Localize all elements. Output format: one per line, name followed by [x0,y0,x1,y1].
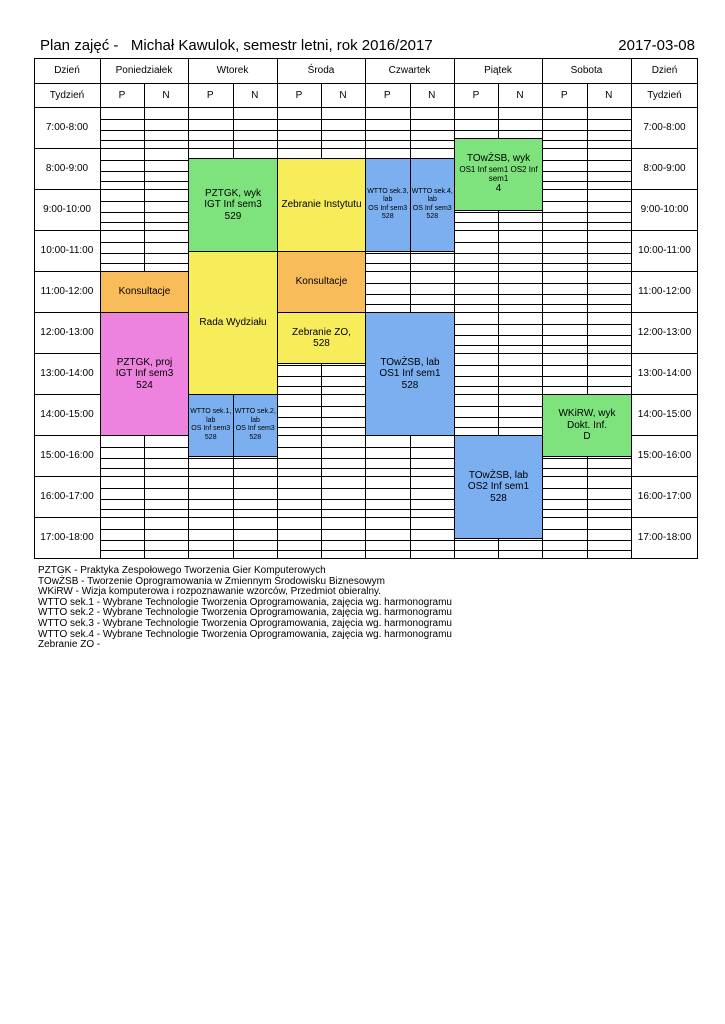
legend-item: WKiRW - Wizja komputerowa i rozpoznawanie wzorców, Przedmiot obieralny. [38,586,382,598]
event-text [199,317,266,329]
event-text [204,188,262,223]
event-line: OS1 Inf sem1 OS2 Inf sem1 [459,164,538,184]
event-block[interactable] [100,312,189,436]
event-line: PZTGK, wyk [204,187,262,199]
event-block[interactable] [410,158,456,251]
event-block[interactable] [188,394,234,457]
header-week-p: P [206,89,214,101]
event-line: TOwŻSB, wyk [466,153,531,165]
header-week-n: N [428,89,436,101]
legend-item: WTTO sek.4 - Wybrane Technologie Tworzenia Oprogramowania, zajęcia wg. harmonogramu [38,628,452,640]
event-line: Rada Wydziału [199,317,267,328]
event-block[interactable] [100,271,189,313]
event-line: 528 [313,338,330,350]
event-line: 528 [204,433,217,441]
grid-line [587,83,588,559]
event-line: OS Inf sem3 [368,204,408,212]
hour-label-right: 7:00-8:00 [643,122,686,133]
event-line: WTTO sek.3, lab [367,188,409,204]
event-block[interactable] [188,158,278,251]
hour-label-right: 14:00-15:00 [637,409,692,420]
event-text [367,188,409,222]
hour-label-left: 13:00-14:00 [40,368,94,379]
event-block[interactable] [277,158,366,251]
header-week-p: P [383,89,391,101]
event-line: Dokt. Inf. [566,419,607,431]
header-day-label-left: Dzień [54,65,80,76]
event-line: 4 [495,183,502,195]
event-line: Konsultacje [295,276,348,287]
event-text [412,188,454,222]
event-block[interactable] [277,312,366,364]
header-week-label-left: Tydzień [49,89,85,101]
event-line: WTTO sek.4, lab [411,188,453,204]
legend-item: PZTGK - Praktyka Zespołowego Tworzenia Gier Komputerowych [38,565,326,576]
event-line: D [583,431,591,442]
plan-date: 2017-03-08 [618,37,695,54]
grid-line [34,58,698,59]
event-block[interactable] [188,251,278,396]
event-line: WTTO sek.1, lab [190,408,232,424]
hour-label-right: 15:00-16:00 [637,450,692,461]
event-line: WKiRW, wyk [558,408,616,419]
event-block[interactable] [277,251,366,314]
event-line: IGT Inf sem3 [204,199,262,211]
grid-line [34,476,698,477]
hour-label-left: 7:00-8:00 [45,122,89,133]
hour-label-left: 14:00-15:00 [40,409,94,420]
event-line: 528 [401,379,419,391]
hour-label-left: 8:00-9:00 [45,163,89,174]
event-text [296,276,348,288]
hour-label-right: 11:00-12:00 [638,286,691,297]
page-title: Plan zajęć - Michał Kawulok, semestr letni, rok 2016/2017 [40,37,433,54]
header-day-3: Środa [307,65,335,76]
event-text [292,327,351,350]
legend-item: WTTO sek.2 - Wybrane Technologie Tworzenia Oprogramowania, zajęcia wg. harmonogramu [38,607,452,619]
event-line: TOwŻSB, lab [468,469,529,481]
event-text [235,408,277,442]
event-text [379,357,440,392]
header-day-2: Wtorek [216,65,249,76]
hour-label-left: 9:00-10:00 [43,204,91,215]
header-week-n: N [339,89,347,101]
event-line: 529 [224,210,242,222]
grid-line [34,58,35,559]
event-block[interactable] [365,158,411,251]
header-week-p: P [560,89,568,101]
event-block[interactable] [365,312,455,436]
header-day-4: Czwartek [388,65,431,76]
hour-label-right: 10:00-11:00 [638,245,691,256]
event-block[interactable] [454,435,543,539]
hour-label-right: 16:00-17:00 [637,491,692,502]
hour-label-right: 17:00-18:00 [637,532,692,543]
grid-line [34,83,698,84]
legend-item: Zebranie ZO - [38,639,101,651]
hour-label-left: 16:00-17:00 [40,491,94,502]
event-text [558,408,615,443]
event-line: WTTO sek.2, lab [234,408,276,424]
event-line: 528 [426,213,439,221]
event-block[interactable] [542,394,632,457]
header-week-n: N [251,89,259,101]
event-line: OS1 Inf sem1 [379,368,441,380]
event-text [456,153,541,194]
header-week-n: N [516,89,524,101]
event-line: OS2 Inf sem1 [467,481,530,492]
event-line: OS Inf sem3 [412,204,452,212]
event-line: IGT Inf sem3 [115,368,174,380]
event-block[interactable] [233,394,279,457]
grid-line [34,107,698,108]
legend-item: WTTO sek.1 - Wybrane Technologie Tworzenia Oprogramowania, zajęcia wg. harmonogramu [38,596,452,608]
event-text [116,357,174,392]
event-text [190,408,232,442]
event-line: Zebranie Instytutu [281,199,362,211]
legend-item: WTTO sek.3 - Wybrane Technologie Tworzenia Oprogramowania, zajęcia wg. harmonogramu [38,617,452,629]
grid-line [34,558,698,559]
event-line: OS Inf sem3 [191,425,231,433]
legend [38,566,452,651]
hour-label-left: 10:00-11:00 [40,245,94,256]
event-line: TOwŻSB, lab [380,356,440,368]
event-line: OS Inf sem3 [235,425,275,433]
header-week-p: P [472,89,480,101]
header-day-label-right: Dzień [651,65,678,76]
hour-label-left: 12:00-13:00 [40,327,94,338]
event-line: 528 [381,213,394,221]
hour-label-right: 8:00-9:00 [643,163,686,174]
grid-line [631,58,632,559]
header-week-p: P [118,89,126,101]
header-week-label-right: Tydzień [647,89,682,101]
header-day-6: Sobota [570,65,603,76]
event-text [468,470,529,505]
hour-label-left: 17:00-18:00 [40,532,94,543]
schedule-grid [34,58,698,558]
header-day-5: Piątek [484,65,512,76]
event-line: Konsultacje [118,286,171,298]
event-line: 524 [136,379,153,391]
header-day-1: Poniedziałek [115,65,173,76]
header-week-p: P [295,89,303,101]
event-text [281,199,361,211]
grid-line [34,148,698,149]
grid-line [34,517,698,518]
header-week-n: N [605,89,613,101]
hour-label-right: 9:00-10:00 [640,204,689,215]
hour-label-right: 13:00-14:00 [637,368,692,379]
event-line: 528 [249,433,262,441]
event-line: PZTGK, proj [116,356,173,368]
event-line: Zebranie ZO, [292,326,351,338]
grid-line [697,58,698,559]
legend-item: TOwŻSB - Tworzenie Oprogramowania w Zmiennym Środowisku Biznesowym [38,575,385,587]
event-text [119,286,171,298]
event-block[interactable] [454,138,543,211]
hour-label-left: 11:00-12:00 [40,286,94,297]
event-line: 528 [490,492,507,504]
hour-label-left: 15:00-16:00 [40,450,94,461]
header-week-n: N [162,89,170,101]
hour-label-right: 12:00-13:00 [637,327,692,338]
